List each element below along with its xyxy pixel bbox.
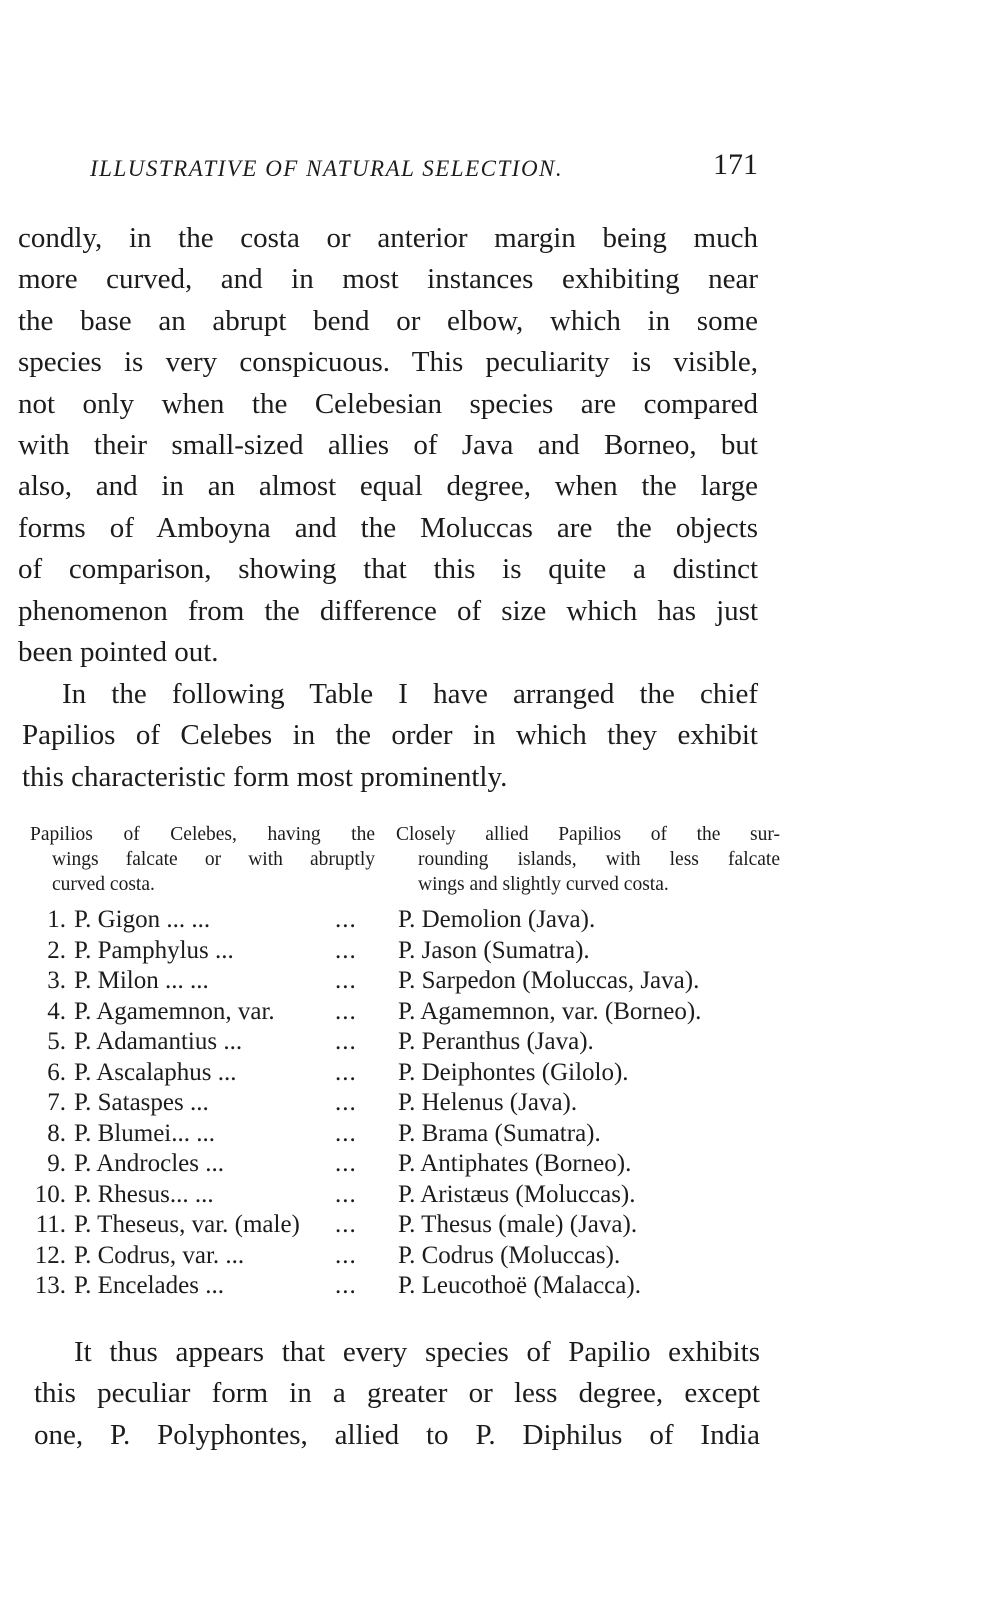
leader-dots: ... <box>335 1028 357 1055</box>
leader-dots: ... <box>335 1058 357 1086</box>
table-row <box>20 966 780 997</box>
row-number: 2. <box>47 936 66 964</box>
text-line: with their small-sized allies of Java and Borneo, but <box>18 428 758 461</box>
running-head <box>90 148 758 188</box>
celebes-species: P. Androcles ... <box>74 1150 224 1177</box>
table-header-left <box>30 822 375 897</box>
allied-species: P. Aristæus (Moluccas). <box>398 1180 636 1208</box>
table-row <box>20 997 780 1028</box>
text-line: phenomenon from the difference of size which has just <box>18 594 758 627</box>
celebes-species: P. Rhesus... ... <box>74 1180 214 1208</box>
text-line: one, P. Polyphontes, allied to P. Diphilus of India <box>34 1418 760 1451</box>
text-line: not only when the Celebesian species are compared <box>18 387 758 420</box>
row-number: 8. <box>47 1119 66 1147</box>
leader-dots: ... <box>335 1272 357 1299</box>
table-row <box>20 1180 780 1211</box>
table-row <box>20 1088 780 1119</box>
leader-dots: ... <box>335 936 357 964</box>
allied-species: P. Deiphontes (Gilolo). <box>398 1058 629 1086</box>
species-table <box>20 905 780 1302</box>
row-number: 1. <box>47 906 66 933</box>
text-line: Papilios of Celebes in the order in which they exhibit <box>22 719 758 752</box>
text-line: more curved, and in most instances exhibiting near <box>18 263 758 296</box>
row-number: 9. <box>47 1150 66 1177</box>
paragraph-3 <box>34 1332 760 1456</box>
text-line: condly, in the costa or anterior margin being much <box>18 222 758 254</box>
leader-dots: ... <box>335 906 357 933</box>
row-number: 6. <box>47 1058 66 1086</box>
celebes-species: P. Agamemnon, var. <box>74 997 275 1025</box>
row-number: 13. <box>34 1272 66 1299</box>
celebes-species: P. Adamantius ... <box>74 1028 243 1055</box>
celebes-species: P. Sataspes ... <box>74 1089 209 1116</box>
leader-dots: ... <box>335 1150 357 1177</box>
header-line: wings and slightly curved costa. <box>418 874 669 895</box>
leader-dots: ... <box>335 1089 357 1116</box>
table-row <box>20 1241 780 1272</box>
row-number: 12. <box>34 1241 66 1269</box>
text-line: species is very conspicuous. This peculiarity is visible, <box>18 346 758 379</box>
header-line: Closely allied Papilios of the sur- <box>396 824 780 845</box>
text-line: of comparison, showing that this is quite a distinct <box>18 553 758 586</box>
row-number: 11. <box>35 1211 66 1238</box>
leader-dots: ... <box>335 1180 357 1208</box>
text-line: forms of Amboyna and the Moluccas are the objects <box>18 511 758 544</box>
celebes-species: P. Encelades ... <box>74 1272 224 1299</box>
celebes-species: P. Blumei... ... <box>74 1119 215 1147</box>
celebes-species: P. Theseus, var. (male) <box>74 1211 300 1238</box>
table-header-right <box>396 822 780 897</box>
allied-species: P. Thesus (male) (Java). <box>398 1211 638 1238</box>
leader-dots: ... <box>335 997 357 1025</box>
allied-species: P. Leucothoë (Malacca). <box>398 1272 641 1299</box>
row-number: 10. <box>34 1180 66 1208</box>
text-line: the base an abrupt bend or elbow, which in some <box>18 304 758 337</box>
table-row <box>20 1210 780 1241</box>
header-line: Papilios of Celebes, having the <box>30 824 375 845</box>
table-header <box>20 822 780 902</box>
leader-dots: ... <box>335 1119 357 1147</box>
table-row <box>20 1027 780 1058</box>
celebes-species: P. Ascalaphus ... <box>74 1058 237 1086</box>
allied-species: P. Sarpedon (Moluccas, Java). <box>398 967 700 994</box>
leader-dots: ... <box>335 1241 357 1269</box>
celebes-species: P. Milon ... ... <box>74 967 209 994</box>
allied-species: P. Peranthus (Java). <box>398 1028 594 1055</box>
header-line: rounding islands, with less falcate <box>418 849 780 870</box>
allied-species: P. Antiphates (Borneo). <box>398 1150 632 1177</box>
leader-dots: ... <box>335 967 357 994</box>
table-row <box>20 1149 780 1180</box>
row-number: 5. <box>47 1028 66 1055</box>
celebes-species: P. Codrus, var. ... <box>74 1241 245 1269</box>
celebes-species: P. Gigon ... ... <box>74 906 211 933</box>
leader-dots: ... <box>335 1211 357 1238</box>
paragraph-2 <box>22 674 758 798</box>
table-row <box>20 1271 780 1302</box>
allied-species: P. Jason (Sumatra). <box>398 936 590 964</box>
row-number: 4. <box>47 997 66 1025</box>
table-row <box>20 905 780 936</box>
table-row <box>20 936 780 967</box>
text-line: this peculiar form in a greater or less degree, except <box>34 1377 760 1410</box>
table-row <box>20 1119 780 1150</box>
row-number: 3. <box>47 967 66 994</box>
paragraph-1 <box>18 218 758 673</box>
header-line: curved costa. <box>52 874 155 895</box>
celebes-species: P. Pamphylus ... <box>74 936 234 964</box>
text-line: this characteristic form most prominently. <box>22 760 508 793</box>
text-line: In the following Table I have arranged the chief <box>62 678 758 710</box>
text-line: It thus appears that every species of Papilio exhibits <box>74 1336 760 1368</box>
text-line: also, and in an almost equal degree, when the large <box>18 470 758 503</box>
header-line: wings falcate or with abruptly <box>52 849 375 870</box>
allied-species: P. Helenus (Java). <box>398 1089 578 1116</box>
allied-species: P. Demolion (Java). <box>398 906 596 933</box>
page-number: 171 <box>713 148 758 181</box>
text-line: been pointed out. <box>18 635 219 668</box>
table-row <box>20 1058 780 1089</box>
allied-species: P. Codrus (Moluccas). <box>398 1241 621 1269</box>
row-number: 7. <box>47 1089 66 1116</box>
running-title: ILLUSTRATIVE OF NATURAL SELECTION. <box>90 156 564 181</box>
allied-species: P. Agamemnon, var. (Borneo). <box>398 997 702 1025</box>
allied-species: P. Brama (Sumatra). <box>398 1119 601 1147</box>
